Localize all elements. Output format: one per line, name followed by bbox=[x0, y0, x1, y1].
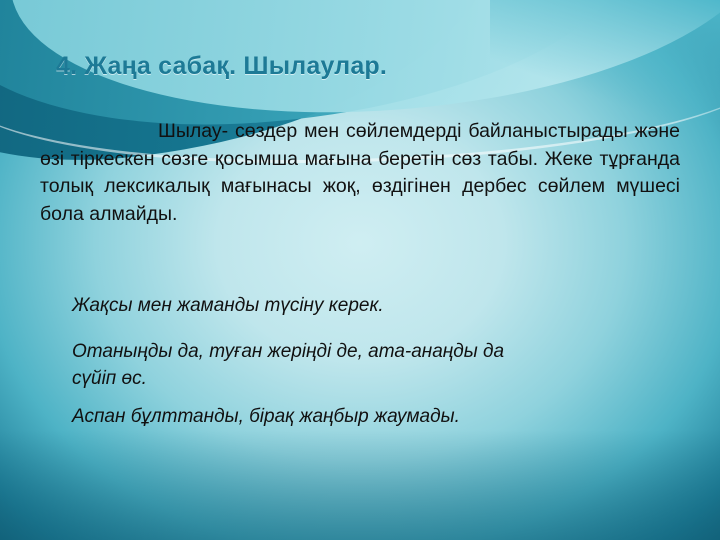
example-sentence: Отаныңды да, туған жеріңді де, ата-анаңды да сүйіп өс. bbox=[72, 340, 505, 390]
definition-paragraph: Шылау- сөздер мен сөйлемдерді байланыстырады және өзі тіркескен сөзге қосымша мағына беретін сөз табы. Жеке тұрғанда толық лексикалық мағынасы жоқ, өздігінен дербес сөйлем мүшесі бола алмайды. bbox=[40, 120, 680, 226]
slide-title: 4. Жаңа сабақ. Шылаулар. bbox=[56, 52, 388, 80]
definition-block bbox=[40, 118, 680, 229]
example-sentence: Аспан бұлттанды, бірақ жаңбыр жаумады. bbox=[72, 405, 460, 427]
examples-block bbox=[72, 292, 672, 430]
example-sentence: Жақсы мен жаманды түсіну керек. bbox=[72, 295, 384, 316]
decorative-bottom-glow bbox=[0, 430, 720, 540]
